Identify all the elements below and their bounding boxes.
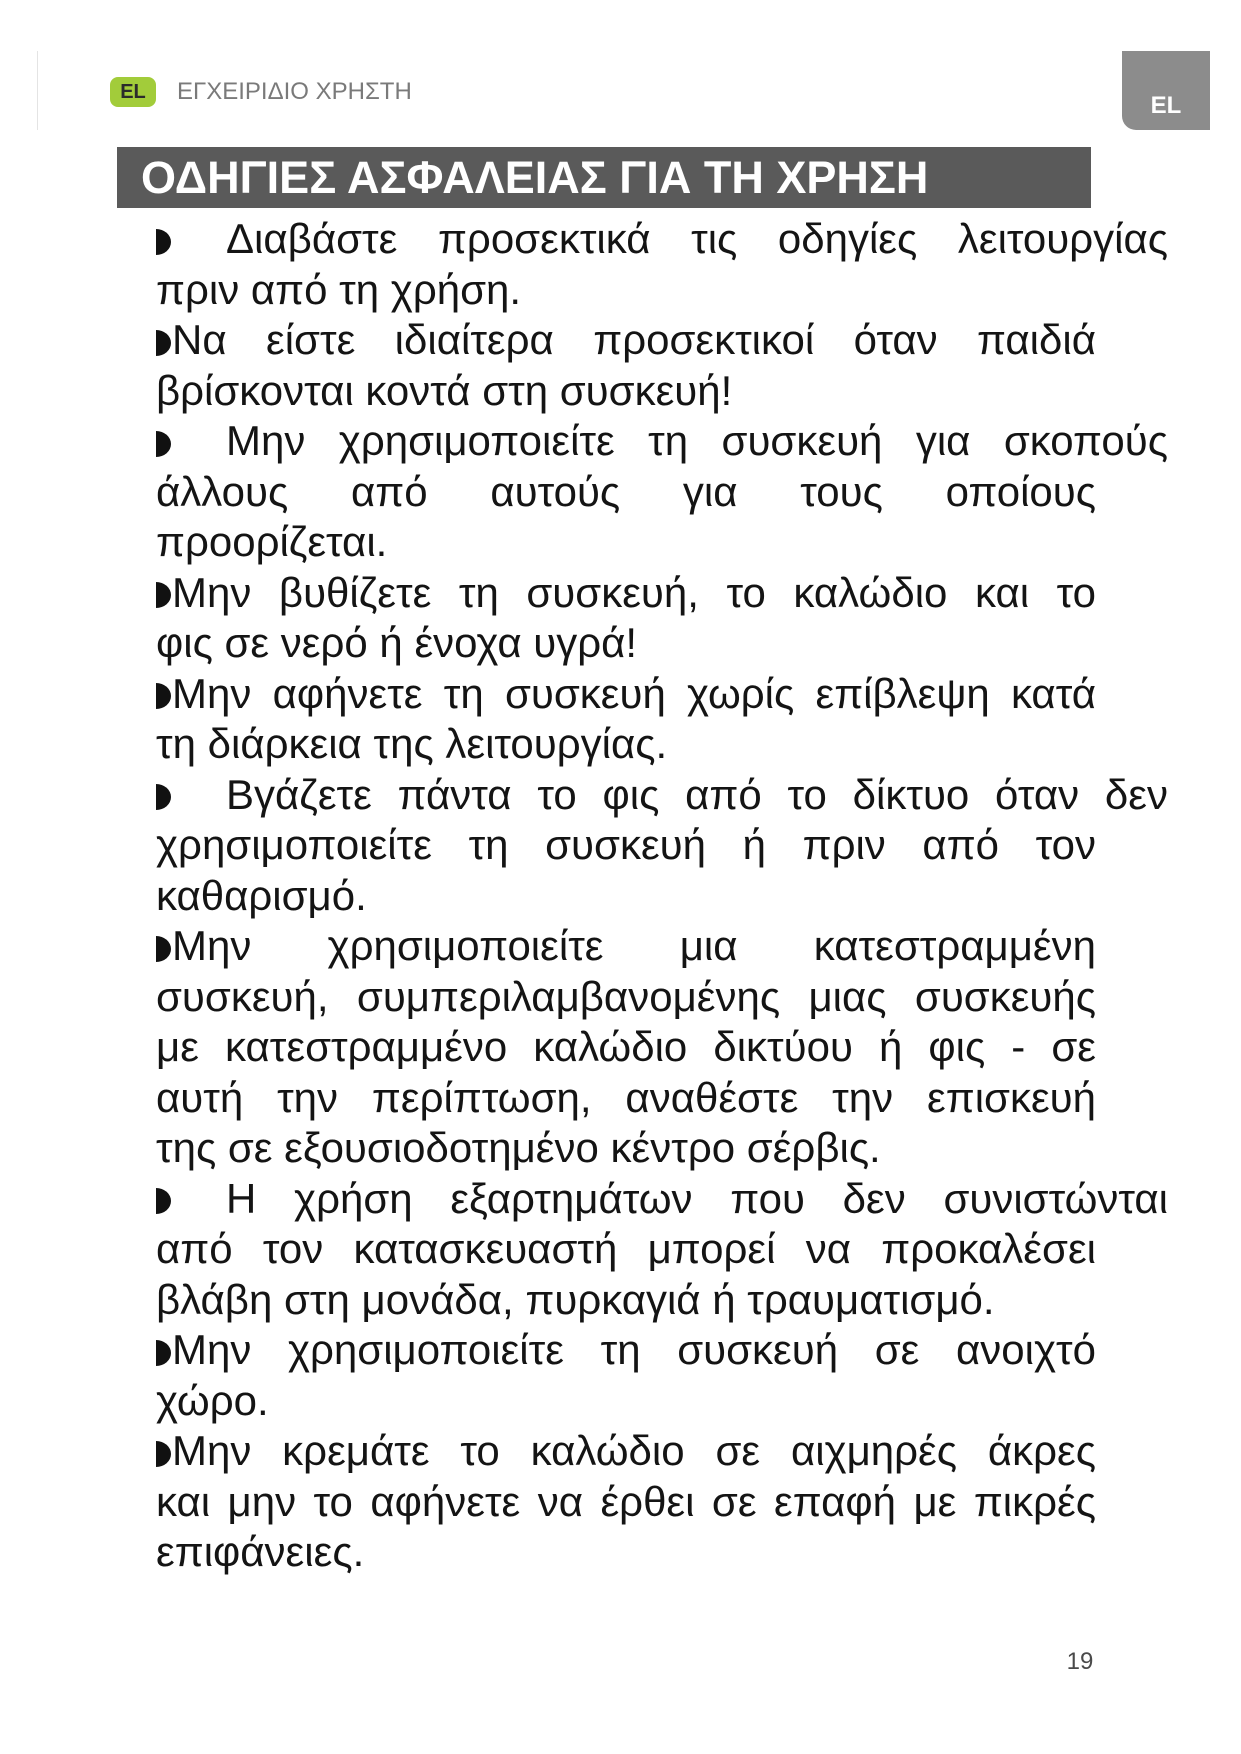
language-tab-label: EL: [1150, 92, 1182, 119]
instruction-line: [156, 1325, 1096, 1376]
instruction-line: [156, 1224, 1096, 1275]
safety-instruction-5: [156, 669, 1216, 770]
safety-instruction-1: [156, 214, 1216, 315]
instruction-text: Μην αφήνετε τη συσκευή χωρίς επίβλεψη κατά: [172, 669, 1096, 717]
margin-rule: [37, 51, 38, 130]
instruction-text: Μην χρησιμοποιείτε τη συσκευή σε ανοιχτό: [172, 1326, 1096, 1373]
bullet-icon: [156, 1340, 171, 1366]
instruction-text: Να είστε ιδιαίτερα προσεκτικοί όταν παιδιά: [172, 316, 1096, 363]
instruction-line: [156, 1073, 1096, 1124]
instruction-line: [156, 366, 1216, 417]
instruction-text: Διαβάστε προσεκτικά τις οδηγίες λειτουργίας: [226, 215, 1168, 262]
instruction-text: φις σε νερό ή ένοχα υγρά!: [156, 619, 638, 666]
bullet-icon: [156, 1441, 171, 1467]
instruction-text: αυτή την περίπτωση, αναθέστε την επισκευή: [156, 1073, 1096, 1121]
instruction-text: Μην κρεμάτε το καλώδιο σε αιχμηρές άκρες: [172, 1427, 1096, 1474]
instruction-text: χρησιμοποιείτε τη συσκευή ή πριν από τον: [156, 821, 1096, 868]
instruction-line: [156, 1426, 1096, 1477]
safety-instruction-4: [156, 568, 1216, 669]
language-badge: EL: [110, 77, 156, 107]
bullet-icon: [156, 229, 171, 255]
instruction-line: [156, 1174, 1168, 1225]
safety-instruction-2: [156, 315, 1216, 416]
instruction-text: χώρο.: [156, 1376, 269, 1424]
safety-instruction-9: [156, 1325, 1216, 1426]
instruction-line: [156, 265, 1216, 316]
safety-instruction-6: [156, 770, 1216, 922]
safety-instruction-7: [156, 921, 1216, 1174]
instruction-text: και μην το αφήνετε να έρθει σε επαφή με πικρές: [156, 1477, 1096, 1525]
instruction-line: [156, 820, 1096, 871]
safety-instruction-3: [156, 416, 1216, 568]
instruction-line: [156, 568, 1096, 619]
bullet-icon: [156, 683, 171, 709]
instruction-text: Μην βυθίζετε τη συσκευή, το καλώδιο και το: [172, 568, 1096, 616]
instruction-line: [156, 921, 1096, 972]
instruction-line: [156, 972, 1096, 1023]
instruction-text: βλάβη στη μονάδα, πυρκαγιά ή τραυματισμό.: [156, 1275, 995, 1323]
instruction-line: [156, 1376, 1216, 1427]
instruction-text: τη διάρκεια της λειτουργίας.: [156, 720, 668, 767]
instruction-text: βρίσκονται κοντά στη συσκευή!: [156, 366, 733, 414]
instruction-text: της σε εξουσιοδοτημένο κέντρο σέρβις.: [156, 1124, 881, 1171]
instruction-text: Η χρήση εξαρτημάτων που δεν συνιστώνται: [226, 1174, 1168, 1222]
safety-instructions: [156, 214, 1216, 1578]
section-title-bar: [117, 147, 1091, 208]
bullet-icon: [156, 936, 171, 962]
instruction-line: [156, 214, 1168, 265]
instruction-line: [156, 719, 1216, 770]
bullet-icon: [156, 582, 171, 608]
instruction-line: [156, 1275, 1216, 1326]
instruction-text: Μην χρησιμοποιείτε τη συσκευή για σκοπούς: [226, 417, 1168, 464]
instruction-line: [156, 770, 1168, 821]
instruction-text: με κατεστραμμένο καλώδιο δικτύου ή φις - σε: [156, 1023, 1096, 1070]
instruction-line: [156, 1477, 1096, 1528]
page-number: 19: [1066, 1648, 1094, 1675]
instruction-text: προορίζεται.: [156, 518, 388, 565]
section-title: ΟΔΗΓΙΕΣ ΑΣΦΑΛΕΙΑΣ ΓΙΑ ΤΗ ΧΡΗΣΗ: [141, 152, 929, 203]
bullet-icon: [156, 784, 171, 810]
instruction-text: από τον κατασκευαστή μπορεί να προκαλέσει: [156, 1225, 1096, 1272]
instruction-line: [156, 1527, 1216, 1578]
instruction-line: [156, 517, 1216, 568]
instruction-line: [156, 1022, 1096, 1073]
safety-instruction-10: [156, 1426, 1216, 1578]
instruction-text: καθαρισμό.: [156, 871, 367, 919]
manual-title: ΕΓΧΕΙΡΙΔΙΟ ΧΡΗΣΤΗ: [177, 78, 412, 105]
instruction-text: πριν από τη χρήση.: [156, 265, 522, 313]
safety-instruction-8: [156, 1174, 1216, 1326]
instruction-line: [156, 315, 1096, 366]
bullet-icon: [156, 431, 171, 457]
bullet-icon: [156, 330, 171, 356]
instruction-line: [156, 1123, 1216, 1174]
instruction-line: [156, 618, 1216, 669]
instruction-text: επιφάνειες.: [156, 1528, 365, 1575]
instruction-line: [156, 669, 1096, 720]
instruction-line: [156, 416, 1168, 467]
instruction-line: [156, 467, 1096, 518]
language-tab: [1122, 51, 1210, 130]
instruction-text: Βγάζετε πάντα το φις από το δίκτυο όταν δεν: [226, 770, 1168, 818]
bullet-icon: [156, 1188, 171, 1214]
instruction-line: [156, 871, 1216, 922]
instruction-text: συσκευή, συμπεριλαμβανομένης μιας συσκευής: [156, 972, 1096, 1020]
instruction-text: άλλους από αυτούς για τους οποίους: [156, 467, 1096, 515]
instruction-text: Μην χρησιμοποιείτε μια κατεστραμμένη: [172, 922, 1096, 969]
